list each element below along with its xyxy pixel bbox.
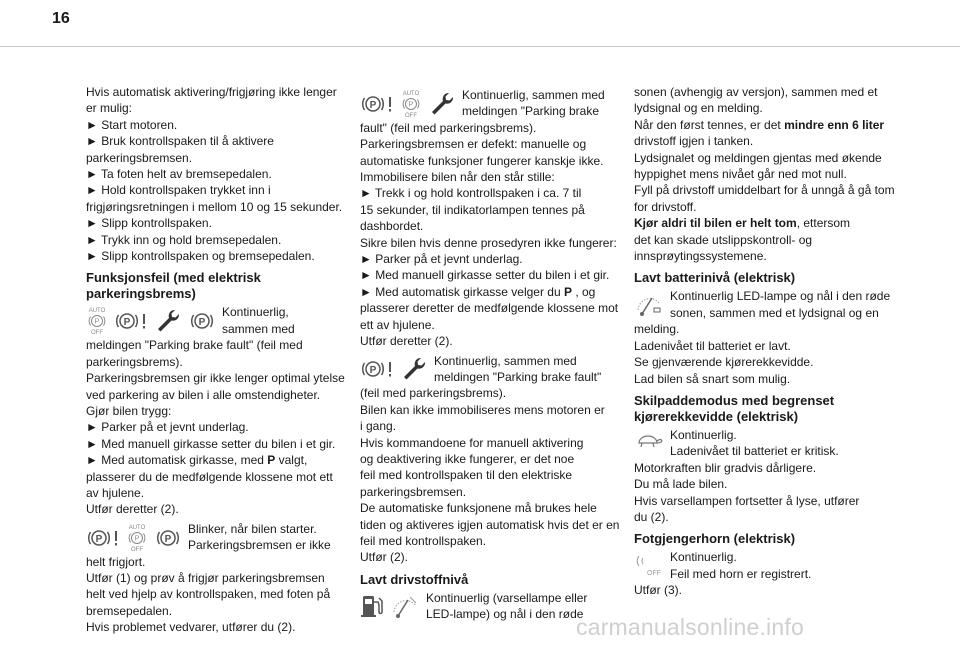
lamp-icons bbox=[360, 89, 456, 119]
text-line: feil med kontrollspaken til den elektriske bbox=[360, 468, 573, 483]
text-line: Parkeringsbremsen er ikke bbox=[188, 538, 331, 553]
column-left bbox=[86, 84, 348, 636]
text-line: i gang. bbox=[360, 419, 397, 434]
text-segment: ► Med automatisk girkasse, med bbox=[86, 453, 268, 468]
text-line: Utfør (2). bbox=[360, 550, 408, 565]
auto-parking-brake-off-icon bbox=[126, 523, 148, 553]
lamp-description bbox=[222, 304, 348, 337]
auto-label: AUTO bbox=[128, 524, 146, 531]
text-line: Motorkraften blir gradvis dårligere. bbox=[634, 460, 817, 475]
text-segment: , ettersom bbox=[796, 216, 851, 231]
text-line: og deaktivering ikke fungerer, er det noe bbox=[360, 451, 575, 466]
text-line: parkeringsbremsen. bbox=[360, 484, 467, 499]
text-line: Kontinuerlig, bbox=[222, 305, 289, 320]
section-heading bbox=[86, 270, 348, 302]
header-divider bbox=[0, 46, 960, 47]
fuel-pump-icon bbox=[360, 593, 384, 619]
heading-line: parkeringsbrems) bbox=[86, 286, 196, 302]
section-heading: Fotgjengerhorn (elektrisk) bbox=[634, 531, 796, 547]
bold-segment: Kjør aldri til bilen er helt tom bbox=[634, 216, 797, 231]
text-line: helt ved hjelp av kontrollspaken, med foten på bbox=[86, 587, 331, 602]
off-label: OFF bbox=[647, 570, 661, 578]
text-line: Kontinuerlig, sammen med bbox=[434, 353, 577, 368]
text-line: ► Ta foten helt av bremsepedalen. bbox=[86, 167, 272, 182]
text-line: hyppighet mens nivået går ned mot null. bbox=[634, 167, 847, 182]
text-line bbox=[360, 284, 622, 300]
text-line: Kontinuerlig LED-lampe og nål i den røde bbox=[670, 289, 891, 304]
lamp-icons bbox=[360, 592, 420, 620]
text-line: ► Slipp kontrollspaken. bbox=[86, 216, 212, 231]
text-line: ► Trykk inn og hold bremsepedalen. bbox=[86, 232, 282, 247]
text-line: sonen, sammen med et lydsignal og en bbox=[670, 305, 879, 320]
auto-label: AUTO bbox=[88, 308, 106, 315]
text-line bbox=[86, 452, 348, 468]
p-label: P bbox=[94, 318, 100, 326]
text-line: bremsepedalen. bbox=[86, 603, 173, 618]
text-line: helt frigjort. bbox=[86, 554, 146, 569]
p-label: P bbox=[134, 535, 140, 543]
text-line: automatiske funksjoner fungerer kanskje ikke. bbox=[360, 153, 604, 168]
text-line: lydsignal og en melding. bbox=[634, 101, 763, 116]
text-line: Kontinuerlig (varsellampe eller bbox=[426, 590, 588, 605]
text-line: fault" (feil med parkeringsbrems). bbox=[360, 120, 537, 135]
page-number: 16 bbox=[52, 10, 70, 27]
parking-brake-icon bbox=[188, 309, 216, 333]
column-middle bbox=[360, 86, 622, 623]
watermark: carmanualsonline.info bbox=[576, 614, 804, 640]
text-line: ett av hjulene. bbox=[360, 317, 435, 332]
text-line: Lad bilen så snart som mulig. bbox=[634, 371, 791, 386]
text-line: ► Slipp kontrollspaken og bremsepedalen. bbox=[86, 249, 315, 264]
text-line: sonen (avhengig av versjon), sammen med et bbox=[634, 85, 878, 99]
lamp-description bbox=[670, 427, 904, 460]
text-line: ► Parker på et jevnt underlag. bbox=[360, 252, 523, 267]
text-line: Hvis kommandoene for manuell aktivering bbox=[360, 435, 584, 450]
text-line: tiden og aktiveres igjen automatisk hvis det er en bbox=[360, 517, 620, 532]
text-line: Ladenivået til batteriet er kritisk. bbox=[670, 444, 839, 459]
lamp-icons bbox=[360, 355, 428, 383]
p-label: P bbox=[123, 317, 131, 329]
lamp-icons bbox=[634, 429, 664, 451]
text-line: De automatiske funksjonene må brukes hele bbox=[360, 501, 597, 516]
auto-parking-brake-off-icon bbox=[400, 89, 422, 119]
warning-lamp-row bbox=[360, 353, 622, 386]
text-line: Kontinuerlig. bbox=[670, 427, 737, 442]
pedestrian-horn-off-icon bbox=[634, 551, 664, 577]
text-line: parkeringsbrems). bbox=[86, 354, 183, 369]
text-line: melding. bbox=[634, 322, 680, 337]
p-label: P bbox=[408, 101, 414, 109]
battery-gauge-needle-icon bbox=[634, 290, 664, 318]
text-line: det kan skade utslippskontroll- og bbox=[634, 232, 813, 247]
text-line: Kontinuerlig, sammen med bbox=[462, 88, 605, 102]
text-line: parkeringsbremsen. bbox=[86, 150, 193, 165]
text-line: ► Bruk kontrollspaken til å aktivere bbox=[86, 134, 274, 149]
text-line: ► Med manuell girkasse setter du bilen i et gir. bbox=[86, 436, 336, 451]
text-line: av hjulene. bbox=[86, 485, 145, 500]
auto-label: AUTO bbox=[402, 91, 420, 97]
lamp-description bbox=[462, 87, 622, 120]
text-line: Fyll på drivstoff umiddelbart for å unngå å gå tom bbox=[634, 183, 895, 198]
text-line: ► Trekk i og hold kontrollspaken i ca. 7 til bbox=[360, 186, 582, 201]
warning-lamp-row bbox=[360, 87, 622, 120]
lamp-icons bbox=[634, 290, 664, 318]
text-line: dashbordet. bbox=[360, 219, 424, 234]
text-segment: , og bbox=[571, 284, 596, 299]
text-line: meldingen "Parking brake bbox=[462, 104, 600, 119]
parking-brake-fault-icon bbox=[360, 92, 394, 116]
text-line: ► Med manuell girkasse setter du bilen i et gir. bbox=[360, 268, 610, 283]
text-line: Utfør deretter (2). bbox=[360, 334, 453, 349]
bold-segment: mindre enn 6 liter bbox=[784, 117, 885, 132]
warning-lamp-row bbox=[86, 304, 348, 337]
text-line: Kontinuerlig. bbox=[670, 550, 737, 565]
off-label: OFF bbox=[405, 113, 417, 119]
text-line: Ladenivået til batteriet er lavt. bbox=[634, 338, 791, 353]
heading-line: Funksjonsfeil (med elektrisk bbox=[86, 270, 261, 286]
text-line: Sikre bilen hvis denne prosedyren ikke fungerer: bbox=[360, 235, 617, 250]
section-heading: Lavt drivstoffnivå bbox=[360, 571, 469, 587]
text-line: ► Hold kontrollspaken trykket inn i bbox=[86, 183, 271, 198]
off-label: OFF bbox=[131, 546, 143, 553]
text-line: Parkeringsbremsen gir ikke lenger optimal ytelse bbox=[86, 371, 345, 386]
lamp-description bbox=[670, 549, 904, 582]
text-segment: Når den først tennes, er det bbox=[634, 117, 785, 132]
warning-lamp-row bbox=[634, 288, 904, 321]
lamp-icons bbox=[634, 551, 664, 577]
text-line: ved parkering av bilen i alle omstendigheter. bbox=[86, 387, 321, 402]
lamp-description bbox=[434, 353, 622, 386]
text-line: (feil med parkeringsbrems). bbox=[360, 386, 507, 401]
text-line: innsprøytingssystemene. bbox=[634, 249, 767, 264]
p-label: P bbox=[369, 100, 377, 111]
text-line: Bilen kan ikke immobiliseres mens motoren er bbox=[360, 402, 605, 417]
lamp-description bbox=[670, 288, 904, 321]
text-line: du (2). bbox=[634, 509, 669, 524]
text-line: Hvis varsellampen fortsetter å lyse, utfører bbox=[634, 493, 860, 508]
gear-p-bold: P bbox=[563, 284, 572, 299]
text-segment: ► Med automatisk girkasse velger du bbox=[360, 284, 564, 299]
text-line: feil med kontrollspaken. bbox=[360, 533, 487, 548]
text-line: Immobilisere bilen når den står stille: bbox=[360, 170, 555, 185]
text-line: er mulig: bbox=[86, 101, 133, 116]
warning-lamp-row bbox=[86, 521, 348, 554]
text-line: drivstoff igjen i tanken. bbox=[634, 134, 754, 149]
section-heading bbox=[634, 393, 904, 425]
text-line: Utfør deretter (2). bbox=[86, 502, 179, 517]
parking-brake-fault-icon bbox=[360, 357, 394, 381]
text-line: LED-lampe) og nål i den røde bbox=[426, 607, 584, 622]
text-line: for drivstoff. bbox=[634, 199, 697, 214]
text-line: Du må lade bilen. bbox=[634, 477, 728, 492]
section-heading: Lavt batterinivå (elektrisk) bbox=[634, 270, 796, 286]
lamp-icons bbox=[86, 306, 216, 336]
text-line bbox=[634, 215, 904, 231]
text-line: sammen med bbox=[222, 321, 295, 336]
text-line: plasserer du de medfølgende klossene mot ett bbox=[86, 469, 333, 484]
p-label: P bbox=[369, 364, 377, 376]
auto-parking-brake-off-icon bbox=[86, 306, 108, 336]
text-segment: valgt, bbox=[275, 453, 308, 468]
p-label: P bbox=[198, 317, 206, 329]
turtle-icon bbox=[634, 429, 664, 451]
p-label: P bbox=[164, 533, 172, 545]
text-line: Feil med horn er registrert. bbox=[670, 566, 812, 581]
warning-lamp-row bbox=[634, 427, 904, 460]
text-line: Se gjenværende kjørerekkevidde. bbox=[634, 355, 814, 370]
text-line: 15 sekunder, til indikatorlampen tennes på bbox=[360, 202, 585, 217]
parking-brake-icon bbox=[154, 526, 182, 550]
text-line: ► Start motoren. bbox=[86, 117, 178, 132]
wrench-icon bbox=[154, 307, 182, 335]
lamp-icons bbox=[86, 523, 182, 553]
text-line: ► Parker på et jevnt underlag. bbox=[86, 420, 249, 435]
gear-p-bold: P bbox=[267, 453, 276, 468]
text-line: meldingen "Parking brake fault" bbox=[434, 369, 602, 384]
text-line: plasserer deretter de medfølgende klossene mot bbox=[360, 301, 619, 316]
text-line: Utfør (3). bbox=[634, 583, 682, 598]
text-line: Hvis automatisk aktivering/frigjøring ikke lenger bbox=[86, 85, 337, 99]
off-label: OFF bbox=[91, 330, 103, 337]
parking-brake-fault-icon bbox=[114, 309, 148, 333]
text-line: Lydsignalet og meldingen gjentas med økende bbox=[634, 150, 882, 165]
parking-brake-fault-icon bbox=[86, 526, 120, 550]
text-line: Hvis problemet vedvarer, utfører du (2). bbox=[86, 620, 296, 635]
column-right bbox=[634, 84, 904, 599]
text-line: Utfør (1) og prøv å frigjør parkeringsbremsen bbox=[86, 570, 325, 585]
text-line: Parkeringsbremsen er defekt: manuelle og bbox=[360, 137, 587, 152]
p-label: P bbox=[95, 533, 103, 545]
wrench-icon bbox=[428, 90, 456, 118]
warning-lamp-row bbox=[634, 549, 904, 582]
text-line: meldingen "Parking brake fault" (feil med bbox=[86, 338, 303, 353]
heading-line: kjørerekkevidde (elektrisk) bbox=[634, 408, 799, 424]
lamp-description bbox=[188, 521, 348, 554]
text-line: Gjør bilen trygg: bbox=[86, 403, 172, 418]
text-line: frigjøringsretningen i mellom 10 og 15 sekunder. bbox=[86, 199, 343, 214]
heading-line: Skilpaddemodus med begrenset bbox=[634, 392, 835, 408]
text-line bbox=[634, 117, 904, 133]
wrench-icon bbox=[400, 355, 428, 383]
text-line: Blinker, når bilen starter. bbox=[188, 521, 317, 536]
fuel-gauge-needle-icon bbox=[390, 592, 420, 620]
